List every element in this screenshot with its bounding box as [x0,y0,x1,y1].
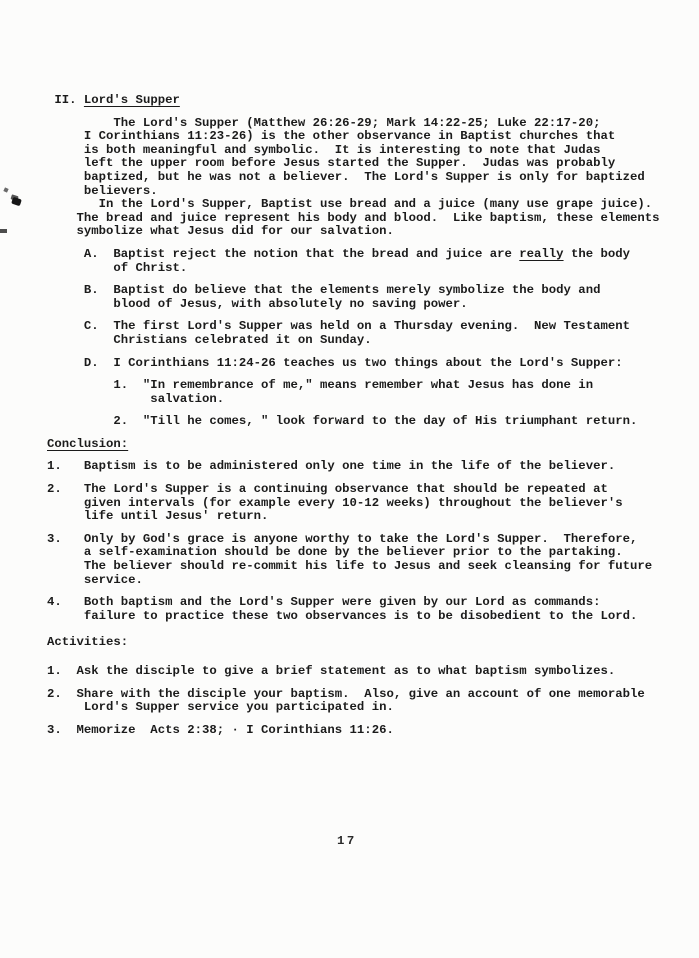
text-segment: believers. [47,183,158,198]
text-segment: 1. "In remembrance of me," means remember what Jesus has done in [47,378,594,393]
text-segment: service. [47,572,143,587]
item-D1-line2 [47,393,660,407]
text-segment: 1. Baptism is to be administered only one time in the life of the believer. [47,459,616,474]
text-segment: blood of Jesus, with absolutely no saving power. [47,296,468,311]
text-segment: 2. The Lord's Supper is a continuing observance that should be repeated at [47,482,608,497]
item-A-line2 [47,262,660,276]
para1-line6 [47,185,660,199]
conclusion-1-line1 [47,460,660,474]
text-segment: The Lord's Supper (Matthew 26:26-29; Mark 14:22-25; Luke 22:17-20; [47,115,601,130]
scan-speck-artifact [3,187,8,192]
activity-3-line1 [47,724,660,738]
item-C-line1 [47,320,660,334]
text-segment: given intervals (for example every 10-12 weeks) throughout the believer's [47,495,623,510]
conclusion-2-line1 [47,483,660,497]
conclusion-3-line2 [47,546,660,560]
para1-line2 [47,130,660,144]
text-segment: 2. Share with the disciple your baptism. Also, give an account of one memorable [47,686,645,701]
para1-line3 [47,144,660,158]
text-segment: D. I Corinthians 11:24-26 teaches us two things about the Lord's Supper: [47,355,623,370]
text-segment: Lord's Supper service you participated in. [47,700,394,715]
text-segment: The bread and juice represent his body and blood. Like baptism, these elements [47,210,660,225]
text-segment: C. The first Lord's Supper was held on a Thursday evening. New Testament [47,319,630,334]
activity-1-line1 [47,665,660,679]
para1-line5 [47,171,660,185]
underlined-text: really [519,246,564,261]
text-segment: symbolize what Jesus did for our salvation. [47,224,394,239]
scan-dash-artifact [0,229,7,233]
text-segment: 3. Memorize Acts 2:38; · I Corinthians 11:26. [47,722,394,737]
para2-line3 [47,225,660,239]
para2-line1 [47,198,660,212]
text-segment: In the Lord's Supper, Baptist use bread and a juice (many use grape juice). [47,197,653,212]
text-segment: salvation. [47,391,225,406]
activities-heading [47,636,660,650]
conclusion-3-line3 [47,560,660,574]
text-segment: the body [563,246,630,261]
text-segment: is both meaningful and symbolic. It is interesting to note that Judas [47,142,601,157]
underlined-text: Conclusion: [47,436,129,451]
item-D2-line1 [47,415,660,429]
text-segment: left the upper room before Jesus started the Supper. Judas was probably [47,156,616,171]
text-segment: baptized, but he was not a believer. The Lord's Supper is only for baptized [47,169,645,184]
conclusion-2-line2 [47,497,660,511]
conclusion-3-line1 [47,533,660,547]
text-segment: A. Baptist reject the notion that the bread and juice are [47,246,520,261]
conclusion-4-line2 [47,610,660,624]
text-segment: life until Jesus' return. [47,509,269,524]
item-B-line2 [47,298,660,312]
item-A-line1 [47,248,660,262]
item-D-line1 [47,357,660,371]
para1-line4 [47,157,660,171]
conclusion-3-line4 [47,574,660,588]
document-text-block [47,94,660,737]
underlined-text: Lord's Supper [83,93,180,107]
text-segment: 2. "Till he comes, " look forward to the day of His triumphant return. [47,414,638,429]
para2-line2 [47,212,660,226]
text-segment: Christians celebrated it on Sunday. [47,332,372,347]
text-segment: of Christ. [47,260,188,275]
conclusion-4-line1 [47,596,660,610]
text-segment: 3. Only by God's grace is anyone worthy to take the Lord's Supper. Therefore, [47,531,638,546]
text-segment: failure to practice these two observances is to be disobedient to the Lord. [47,608,638,623]
text-segment: a self-examination should be done by the believer prior to the partaking. [47,545,623,560]
page-number: 17 [337,834,357,848]
activity-2-line1 [47,688,660,702]
scan-blob-artifact [11,197,22,206]
para1-line1 [47,117,660,131]
text-segment: 1. Ask the disciple to give a brief statement as to what baptism symbolizes. [47,664,616,678]
activity-2-line2 [47,701,660,715]
text-segment: The believer should re-commit his life to Jesus and seek cleansing for future [47,559,653,574]
text-segment: B. Baptist do believe that the elements merely symbolize the body and [47,283,601,298]
text-segment: I Corinthians 11:23-26) is the other observance in Baptist churches that [47,129,616,144]
text-segment: Activities: [47,635,129,650]
text-segment: 4. Both baptism and the Lord's Supper were given by our Lord as commands: [47,595,601,610]
text-segment: II. [47,93,84,107]
item-C-line2 [47,334,660,348]
item-D1-line1 [47,379,660,393]
item-B-line1 [47,284,660,298]
section-heading [47,94,660,108]
conclusion-heading [47,438,660,452]
conclusion-2-line3 [47,510,660,524]
